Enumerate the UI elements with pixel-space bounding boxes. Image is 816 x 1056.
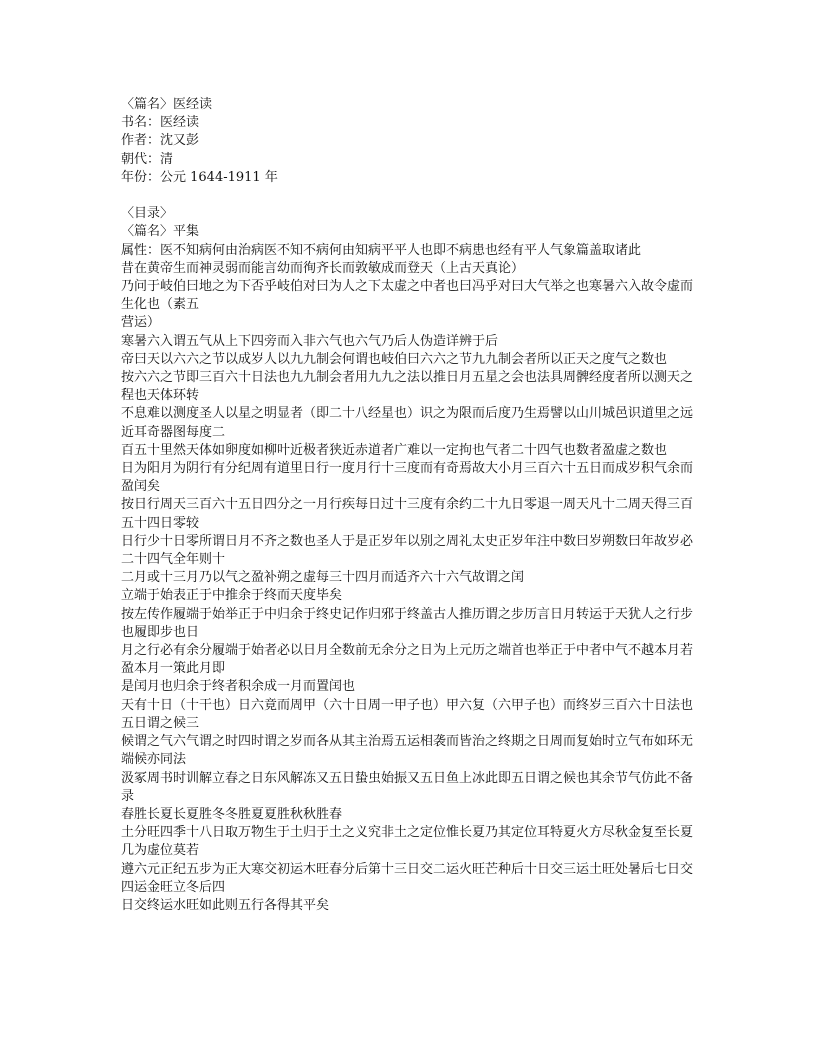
text-line: 立端于始表正于中推余于终而天度毕矣 (121, 588, 343, 604)
book-name: 书名：医经读 (121, 115, 200, 131)
text-line: 属性：医不知病何由治病医不知不病何由知病平平人也即不病患也经有平人气象篇盖取诸此 (121, 242, 642, 258)
text-line: 日为阳月为阴行有分纪周有道里日行一度月行十三度而有奇焉故大小月三百六十五日而成岁积气余而盈闰矣 (121, 461, 694, 495)
body-text (121, 242, 703, 916)
text-line: 乃问于岐伯曰地之为下否乎岐伯对曰为人之下太虚之中者也曰冯乎对曰大气举之也寒暑六入故令虚而生化也（素五 (121, 279, 694, 313)
text-line: 按左传作履端于始举正于中归余于终史记作归邪于终盖古人推历谓之步历言日月转运于天犹人之行步也履即步也日 (121, 606, 694, 640)
text-line: 营运） (121, 315, 161, 331)
text-line: 是闰月也归余于终者积余成一月而置闰也 (121, 679, 356, 695)
dynasty: 朝代：清 (121, 151, 174, 167)
text-line: 百五十里然天体如卵度如柳叶近极者狭近赤道者广难以一定拘也气者二十四气也数者盈虚之数也 (121, 442, 668, 458)
text-line: 帝曰天以六六之节以成岁人以九九制会何谓也岐伯曰六六之节九九制会者所以正天之度气之数也 (121, 351, 668, 367)
toc-tag: 〈目录〉 (121, 206, 174, 222)
text-line: 按六六之节即三百六十日法也九九制会者用九九之法以推日月五星之会也法具周髀经度者所以测天之程也天体环转 (121, 370, 694, 404)
text-line: 月之行必有余分履端于始者必以日月全数前无余分之日为上元历之端首也举正于中者中气不越本月若盈本月一策此月即 (121, 643, 694, 677)
text-line: 日行少十日零所谓日月不齐之数也圣人于是正岁年以别之周礼太史正岁年注中数曰岁朔数曰年故岁必二十四气全年则十 (121, 533, 694, 568)
text-line: 不息难以测度圣人以星之明显者（即二十八经星也）识之为限而后度乃生焉譬以山川城邑识道里之远近耳奇器图每度二 (121, 406, 694, 440)
title-tag: 〈篇名〉医经读 (121, 97, 213, 112)
text-line: 日交终运水旺如此则五行各得其平矣 (121, 897, 330, 913)
text-line: 天有十日（十干也）日六竟而周甲（六十日周一甲子也）甲六复（六甲子也）而终岁三百六十日法也五日谓之候三 (121, 697, 694, 731)
document-page (121, 96, 703, 915)
text-line: 昔在黄帝生而神灵弱而能言幼而徇齐长而敦敏成而登天（上古天真论） (121, 260, 525, 276)
text-line: 二月或十三月乃以气之盈补朔之虚每三十四月而适齐六十六气故谓之闰 (121, 570, 525, 586)
text-line: 遵六元正纪五步为正大寒交初运木旺春分后第十三日交二运火旺芒种后十日交三运土旺处暑后七日交四运金旺立冬后四 (121, 861, 694, 895)
spacer (121, 187, 703, 205)
author: 作者：沈又彭 (121, 133, 200, 149)
text-line: 春胜长夏长夏胜冬冬胜夏夏胜秋秋胜春 (121, 806, 343, 822)
text-line: 按日行周天三百六十五日四分之一月行疾每日过十三度有余约二十九日零退一周天凡十二周天得三百五十四日零较 (121, 497, 694, 531)
years: 年份：公元 1644-1911 年 (121, 169, 278, 185)
text-line: 汲冢周书时训解立春之日东风解冻又五日蛰虫始振又五日鱼上冰此即五日谓之候也其余节气仿此不备录 (121, 770, 694, 804)
text-line: 土分旺四季十八日取万物生于土归于土之义究非土之定位惟长夏乃其定位耳特夏火方尽秋金复至长夏几为虚位莫若 (121, 825, 694, 859)
chapter-tag: 〈篇名〉平集 (121, 224, 200, 240)
text-line: 寒暑六入谓五气从上下四旁而入非六气也六气乃后人伪造详辨于后 (121, 333, 499, 349)
text-line: 候谓之气六气谓之时四时谓之岁而各从其主治焉五运相袭而皆治之终期之日周而复始时立气布如环无端候亦同法 (121, 734, 694, 768)
